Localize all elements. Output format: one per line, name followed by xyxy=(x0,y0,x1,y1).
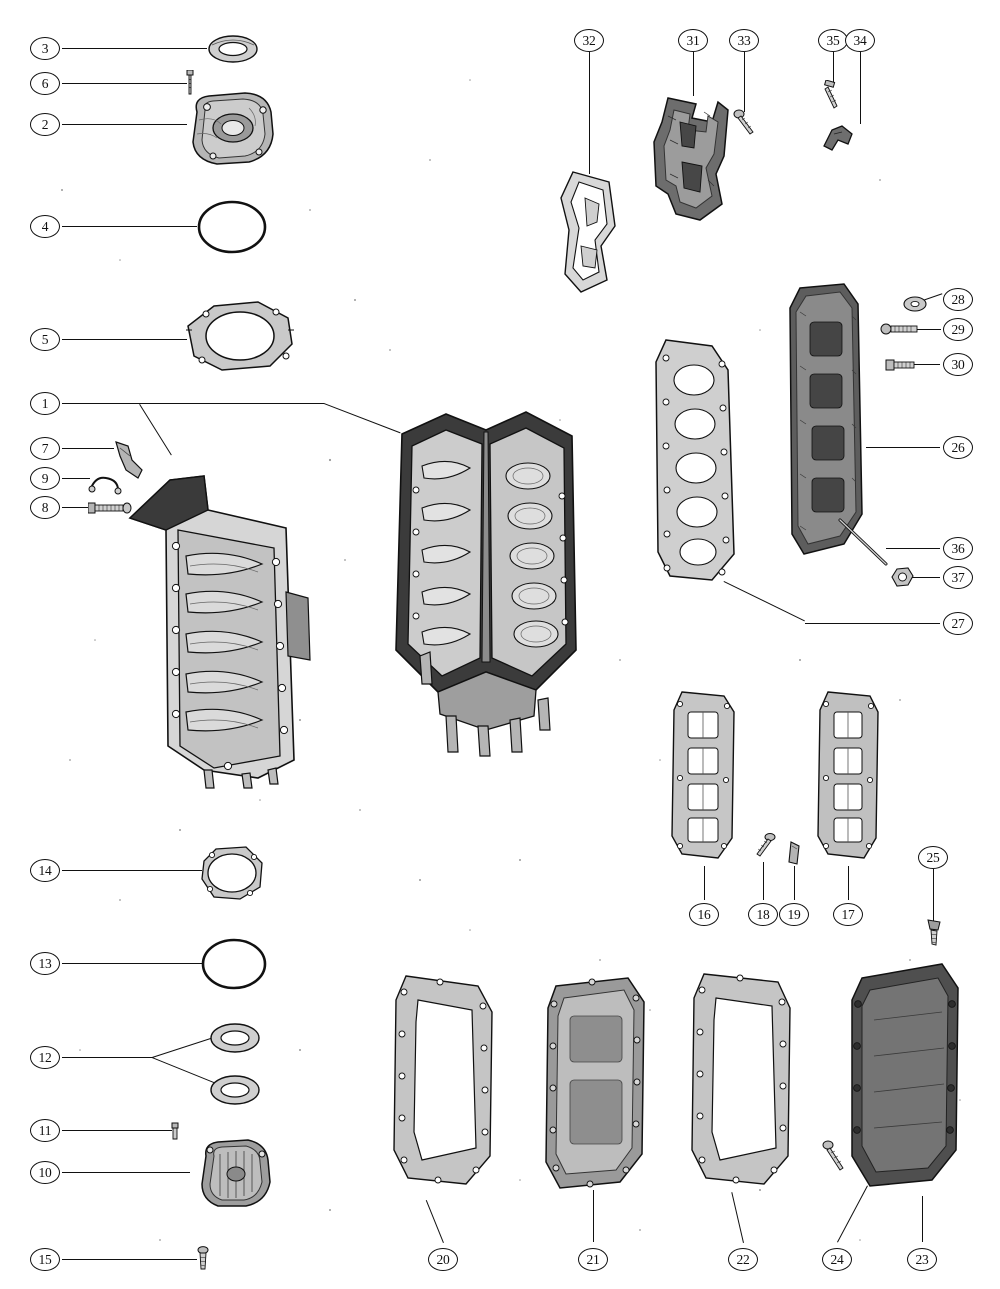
stop-19 xyxy=(783,840,805,868)
screw-15 xyxy=(194,1246,212,1272)
screw-33 xyxy=(733,108,757,136)
leader-37 xyxy=(912,577,940,578)
callout-14[interactable]: 14 xyxy=(30,859,60,882)
washer-28 xyxy=(902,294,928,314)
leader-31 xyxy=(693,52,694,96)
callout-24[interactable]: 24 xyxy=(822,1248,852,1271)
leader-12b xyxy=(152,1057,216,1084)
callout-3[interactable]: 3 xyxy=(30,37,60,60)
leader-3 xyxy=(62,48,207,49)
callout-34[interactable]: 34 xyxy=(845,29,875,52)
bolt-30 xyxy=(884,356,918,374)
gasket-20 xyxy=(388,972,500,1194)
leader-34 xyxy=(860,52,861,124)
callout-28[interactable]: 28 xyxy=(943,288,973,311)
leader-36 xyxy=(886,548,940,549)
callout-33[interactable]: 33 xyxy=(729,29,759,52)
callout-20[interactable]: 20 xyxy=(428,1248,458,1271)
clamp-34 xyxy=(818,124,858,154)
screw-18 xyxy=(754,832,776,858)
leader-24 xyxy=(837,1185,868,1242)
leader-12 xyxy=(62,1057,152,1058)
end-cap-10 xyxy=(190,1138,274,1210)
screw-11 xyxy=(168,1122,182,1142)
leader-13 xyxy=(62,963,202,964)
screw-24 xyxy=(822,1140,848,1172)
callout-15[interactable]: 15 xyxy=(30,1248,60,1271)
gasket-22 xyxy=(686,970,798,1194)
callout-8[interactable]: 8 xyxy=(30,496,60,519)
reed-plate-17 xyxy=(812,688,884,864)
seal-ring-3 xyxy=(207,33,259,65)
leader-22 xyxy=(731,1192,744,1243)
nut-29 xyxy=(880,320,920,338)
leader-18 xyxy=(763,862,764,900)
callout-6[interactable]: 6 xyxy=(30,72,60,95)
callout-12[interactable]: 12 xyxy=(30,1046,60,1069)
leader-26 xyxy=(866,447,940,448)
callout-10[interactable]: 10 xyxy=(30,1161,60,1184)
callout-36[interactable]: 36 xyxy=(943,537,973,560)
callout-11[interactable]: 11 xyxy=(30,1119,60,1142)
gasket-plate-5 xyxy=(184,300,296,372)
reed-plate-16 xyxy=(668,688,740,864)
leader-8 xyxy=(62,507,90,508)
callout-2[interactable]: 2 xyxy=(30,113,60,136)
leader-27b xyxy=(805,623,940,624)
leader-14 xyxy=(62,870,202,871)
callout-22[interactable]: 22 xyxy=(728,1248,758,1271)
leader-20 xyxy=(426,1200,444,1243)
callout-18[interactable]: 18 xyxy=(748,903,778,926)
callout-7[interactable]: 7 xyxy=(30,437,60,460)
callout-26[interactable]: 26 xyxy=(943,436,973,459)
callout-23[interactable]: 23 xyxy=(907,1248,937,1271)
leader-7 xyxy=(62,448,114,449)
manifold-31 xyxy=(646,96,732,230)
callout-21[interactable]: 21 xyxy=(578,1248,608,1271)
leader-21 xyxy=(593,1190,594,1242)
leader-17 xyxy=(848,866,849,900)
callout-19[interactable]: 19 xyxy=(779,903,809,926)
leader-2 xyxy=(62,124,187,125)
leader-5 xyxy=(62,339,187,340)
leader-6 xyxy=(62,83,187,84)
crankcase-half-1 xyxy=(108,470,323,790)
leader-23 xyxy=(922,1196,923,1242)
o-ring-4 xyxy=(196,199,268,255)
gasket-32 xyxy=(555,168,625,298)
leader-1a xyxy=(62,403,324,404)
o-ring-13 xyxy=(200,937,268,991)
gasket-27 xyxy=(650,336,746,588)
leader-10 xyxy=(62,1172,190,1173)
callout-17[interactable]: 17 xyxy=(833,903,863,926)
screw-25 xyxy=(922,918,946,948)
seal-12-upper xyxy=(209,1022,261,1054)
callout-31[interactable]: 31 xyxy=(678,29,708,52)
callout-35[interactable]: 35 xyxy=(818,29,848,52)
cylinder-block-assembly xyxy=(386,400,586,760)
leader-19 xyxy=(794,866,795,900)
screw-35 xyxy=(823,80,843,110)
callout-9[interactable]: 9 xyxy=(30,467,60,490)
callout-1[interactable]: 1 xyxy=(30,392,60,415)
seal-12-lower xyxy=(209,1074,261,1106)
leader-11 xyxy=(62,1130,172,1131)
leader-33 xyxy=(744,52,745,112)
callout-27[interactable]: 27 xyxy=(943,612,973,635)
callout-25[interactable]: 25 xyxy=(918,846,948,869)
leader-12a xyxy=(152,1036,217,1058)
leader-25 xyxy=(933,869,934,921)
callout-13[interactable]: 13 xyxy=(30,952,60,975)
callout-37[interactable]: 37 xyxy=(943,566,973,589)
stud-36 xyxy=(836,516,894,574)
gasket-ring-14 xyxy=(198,845,266,903)
leader-9 xyxy=(62,478,90,479)
leader-4 xyxy=(62,226,197,227)
cover-21 xyxy=(540,976,652,1192)
callout-30[interactable]: 30 xyxy=(943,353,973,376)
leader-32 xyxy=(589,52,590,174)
nut-37 xyxy=(890,566,916,588)
callout-16[interactable]: 16 xyxy=(689,903,719,926)
cover-23 xyxy=(846,960,966,1192)
end-cap-2 xyxy=(183,90,279,168)
callout-5[interactable]: 5 xyxy=(30,328,60,351)
callout-4[interactable]: 4 xyxy=(30,215,60,238)
callout-32[interactable]: 32 xyxy=(574,29,604,52)
leader-35 xyxy=(833,52,834,82)
leader-16 xyxy=(704,866,705,900)
leader-15 xyxy=(62,1259,197,1260)
callout-29[interactable]: 29 xyxy=(943,318,973,341)
